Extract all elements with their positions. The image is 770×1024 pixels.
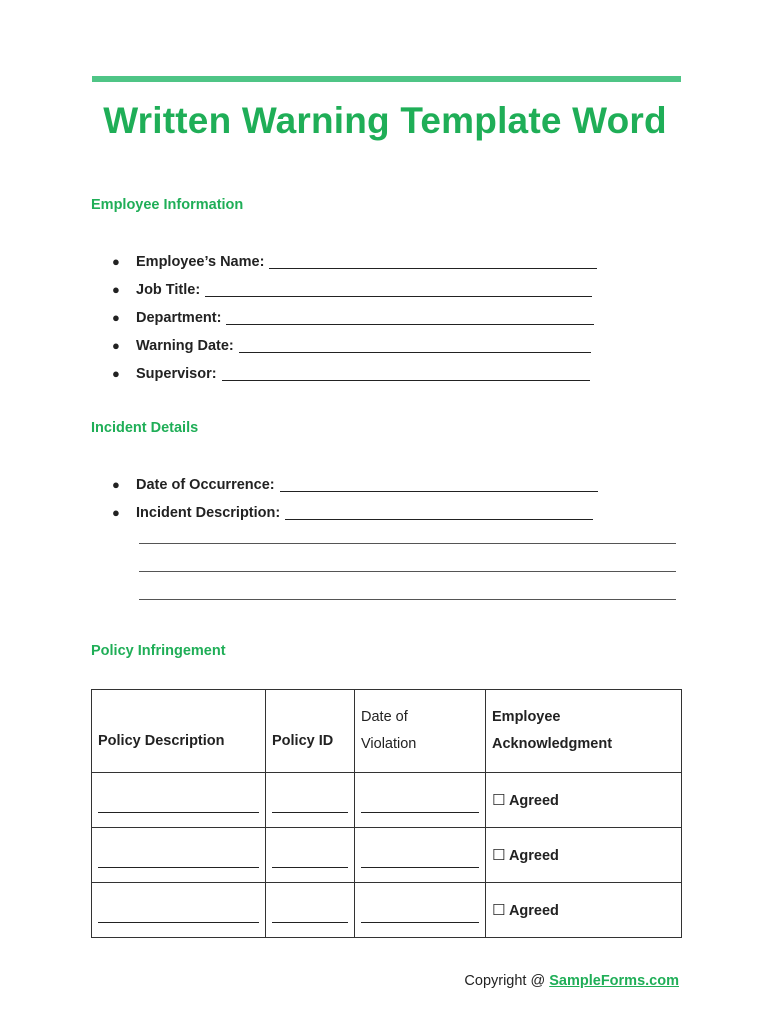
policy-id-blank[interactable] [272, 906, 348, 923]
bullet-icon: ● [112, 254, 120, 269]
list-item [112, 360, 597, 388]
list-item [112, 332, 597, 360]
field-label-supervisor: Supervisor: [136, 366, 217, 382]
field-label-date-of-occurrence: Date of Occurrence: [136, 477, 275, 493]
incident-description-line[interactable] [139, 571, 676, 572]
department-blank[interactable] [226, 306, 594, 325]
incident-description-line[interactable] [139, 543, 676, 544]
copyright-text: Copyright @ [464, 973, 550, 989]
checkbox-icon[interactable]: ☐ [492, 847, 506, 864]
column-header-label-line1: Employee [492, 709, 561, 725]
date-of-occurrence-blank[interactable] [280, 473, 598, 492]
acknowledgment-cell [486, 883, 682, 938]
bullet-icon: ● [112, 338, 120, 353]
section-heading-employee-information: Employee Information [91, 197, 244, 213]
policy-id-cell[interactable] [266, 883, 355, 938]
top-green-rule [92, 76, 681, 82]
document-title: Written Warning Template Word [103, 100, 667, 141]
date-of-violation-cell[interactable] [355, 828, 486, 883]
employee-info-list [112, 248, 597, 388]
agreed-label: Agreed [508, 848, 559, 864]
date-of-violation-cell[interactable] [355, 883, 486, 938]
policy-id-cell[interactable] [266, 828, 355, 883]
policy-id-blank[interactable] [272, 796, 348, 813]
bullet-icon: ● [112, 366, 120, 381]
policy-description-blank[interactable] [98, 851, 259, 868]
policy-description-cell[interactable] [92, 883, 266, 938]
policy-id-cell[interactable] [266, 773, 355, 828]
incident-details-list [112, 471, 598, 527]
table-row [92, 828, 682, 883]
list-item [112, 471, 598, 499]
section-heading-policy-infringement: Policy Infringement [91, 643, 226, 659]
list-item [112, 304, 597, 332]
column-header-employee-acknowledgment [486, 690, 682, 773]
column-header-label-line2: Violation [361, 736, 417, 752]
checkbox-icon[interactable]: ☐ [492, 792, 506, 809]
date-of-violation-blank[interactable] [361, 796, 479, 813]
incident-description-line[interactable] [139, 599, 676, 600]
agreed-label: Agreed [508, 903, 559, 919]
agreed-label: Agreed [508, 793, 559, 809]
agreed-checkbox[interactable] [492, 903, 559, 919]
date-of-violation-blank[interactable] [361, 851, 479, 868]
policy-description-cell[interactable] [92, 773, 266, 828]
bullet-icon: ● [112, 310, 120, 325]
acknowledgment-cell [486, 773, 682, 828]
brand-link[interactable]: SampleForms.com [549, 973, 679, 989]
footer-copyright [464, 973, 679, 989]
table-row [92, 773, 682, 828]
policy-description-blank[interactable] [98, 906, 259, 923]
supervisor-blank[interactable] [222, 362, 590, 381]
column-header-label-line1: Date of [361, 709, 408, 725]
section-heading-incident-details: Incident Details [91, 420, 199, 436]
list-item [112, 499, 598, 527]
table-header-row [92, 690, 682, 773]
field-label-incident-description: Incident Description: [136, 505, 281, 521]
table-row [92, 883, 682, 938]
policy-id-blank[interactable] [272, 851, 348, 868]
field-label-employee-name: Employee’s Name: [136, 254, 265, 270]
incident-description-blank[interactable] [285, 501, 593, 520]
column-header-label: Policy Description [98, 733, 225, 749]
list-item [112, 276, 597, 304]
field-label-job-title: Job Title: [136, 282, 201, 298]
column-header-policy-id [266, 690, 355, 773]
policy-infringement-table [91, 689, 682, 938]
policy-description-blank[interactable] [98, 796, 259, 813]
bullet-icon: ● [112, 477, 120, 492]
column-header-label-line2: Acknowledgment [492, 736, 613, 752]
column-header-label: Policy ID [272, 733, 334, 749]
field-label-department: Department: [136, 310, 222, 326]
checkbox-icon[interactable]: ☐ [492, 902, 506, 919]
policy-description-cell[interactable] [92, 828, 266, 883]
bullet-icon: ● [112, 282, 120, 297]
employee-name-blank[interactable] [269, 250, 597, 269]
column-header-policy-description [92, 690, 266, 773]
list-item [112, 248, 597, 276]
warning-date-blank[interactable] [239, 334, 591, 353]
bullet-icon: ● [112, 505, 120, 520]
agreed-checkbox[interactable] [492, 848, 559, 864]
acknowledgment-cell [486, 828, 682, 883]
field-label-warning-date: Warning Date: [136, 338, 234, 354]
column-header-date-of-violation [355, 690, 486, 773]
agreed-checkbox[interactable] [492, 793, 559, 809]
job-title-blank[interactable] [205, 278, 592, 297]
date-of-violation-cell[interactable] [355, 773, 486, 828]
date-of-violation-blank[interactable] [361, 906, 479, 923]
